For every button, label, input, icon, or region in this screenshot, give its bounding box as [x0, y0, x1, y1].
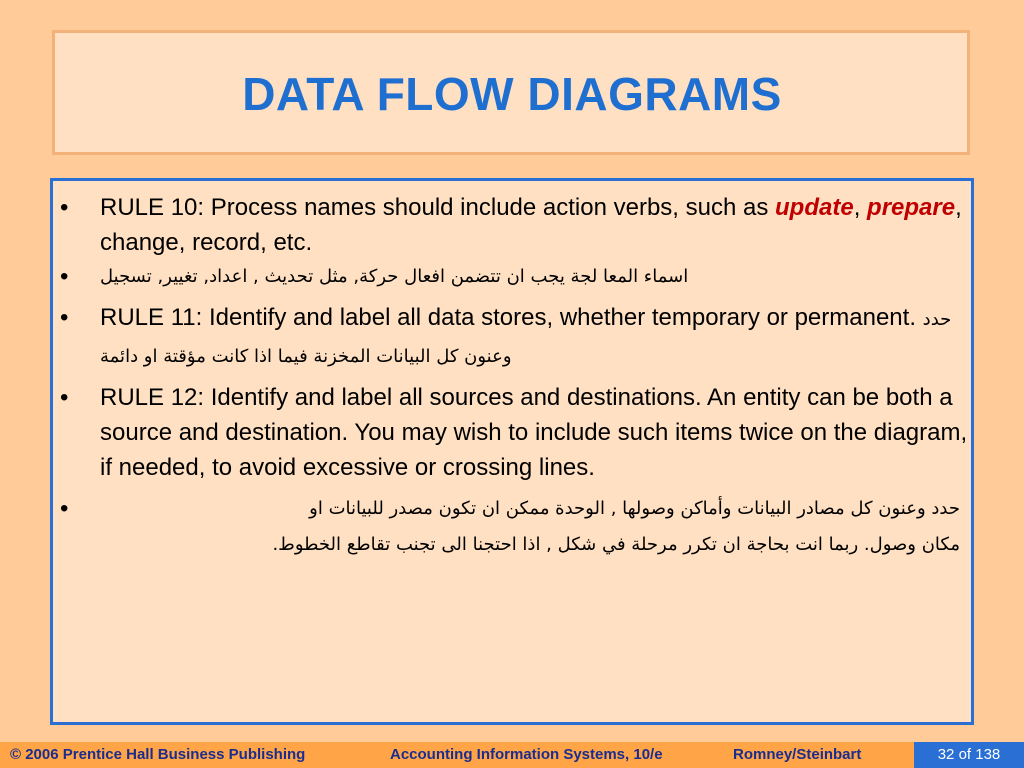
footer-bar — [0, 742, 1024, 768]
bullet-rule-11 — [60, 300, 970, 374]
arabic-rule-12-line-2: مكان وصول. ربما انت بحاجة ان تكرر مرحلة في شكل , اذا احتجنا الى تجنب تقاطع الخطوط. — [272, 534, 960, 555]
bullet-dot: • — [60, 384, 69, 411]
emphasis-update: update — [775, 194, 854, 221]
bullet-list — [60, 190, 970, 563]
bullet-dot: • — [60, 495, 69, 522]
bullet-dot: • — [60, 194, 69, 221]
rule-10-suffix: , change, record, etc. — [100, 194, 962, 256]
footer-authors: Romney/Steinbart — [733, 746, 862, 763]
separator: , — [853, 194, 868, 221]
bullet-dot: • — [60, 263, 69, 290]
slide-title: DATA FLOW DIAGRAMS — [242, 68, 782, 120]
rule-10-text: RULE 10: Process names should include action verbs, such as — [100, 194, 776, 221]
arabic-rule-12-line-1: حدد وعنون كل مصادر البيانات وأماكن وصولها , الوحدة ممكن ان تكون مصدر للبيانات او — [309, 498, 960, 519]
arabic-rule-10-text: اسماء المعا لجة يجب ان تتضمن افعال حركة, مثل تحديث , اعداد, تغيير, تسجيل — [100, 266, 689, 287]
footer-copyright: © 2006 Prentice Hall Business Publishing — [10, 746, 306, 763]
arabic-rule-11-text: حدد وعنون كل البيانات المخزنة فيما اذا كانت مؤقتة او دائمة — [100, 309, 952, 367]
rule-12-text: RULE 12: Identify and label all sources and destinations. An entity can be both a source and destination. You may wish to include such items twice on the diagram, if needed, to avoid excessive or crossing lines. — [100, 384, 968, 481]
bullet-arabic-rule-12 — [60, 491, 970, 563]
bullet-arabic-rule-10 — [60, 262, 970, 292]
page-number: 32 of 138 — [914, 742, 1024, 768]
emphasis-prepare: prepare — [867, 194, 956, 221]
bullet-rule-12 — [60, 380, 970, 485]
bullet-rule-10 — [60, 190, 970, 260]
rule-11-text: RULE 11: Identify and label all data stores, whether temporary or permanent. — [100, 304, 916, 331]
bullet-dot: • — [60, 304, 69, 331]
footer-book-title: Accounting Information Systems, 10/e — [390, 746, 663, 763]
